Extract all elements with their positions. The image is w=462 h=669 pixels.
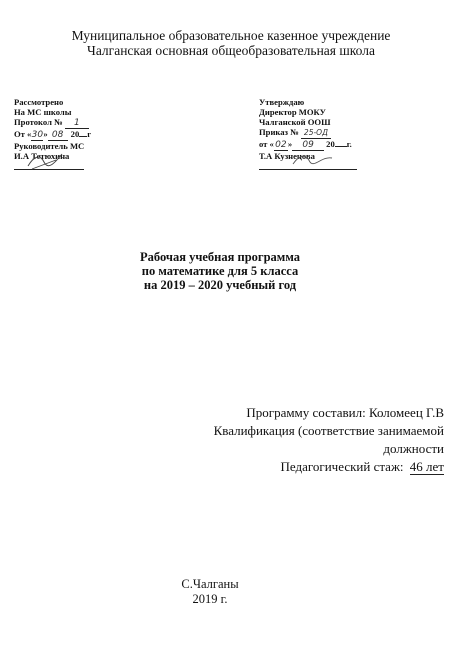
date-separator: » (43, 129, 48, 139)
head-name: И.А Тетюхина (14, 151, 70, 161)
date-year-blank (335, 146, 347, 147)
date-year-suffix: г. (346, 139, 352, 149)
date-day: 30 (31, 130, 44, 140)
director-name: Т.А Кузнецова (259, 151, 315, 161)
date-year-prefix: 20 (70, 129, 80, 139)
document-title (100, 250, 340, 292)
footer (150, 577, 270, 607)
experience-label: Педагогический стаж: (280, 459, 404, 474)
qualification-line: Квалификация (соответствие занимаемой (213, 423, 444, 438)
protocol-label: Протокол № (14, 117, 63, 127)
qualification-line-2: должности (383, 441, 444, 456)
order-label: Приказ № (259, 127, 299, 137)
date-separator: » (287, 139, 293, 149)
protocol-line (14, 117, 91, 129)
school-name-short: Чалганской ООШ (259, 117, 331, 127)
date-from-label: от « (259, 139, 274, 149)
reviewed-body: На МС школы (14, 107, 72, 117)
experience-line (214, 458, 444, 476)
date-day: 02 (275, 140, 287, 150)
director-position: Директор МОКУ (259, 107, 326, 117)
order-number: 25-ОД (301, 128, 331, 139)
title-line-1: Рабочая учебная программа (140, 250, 300, 264)
experience-value: 46 лет (409, 459, 444, 474)
right-signature-icon (290, 150, 336, 170)
document-year: 2019 г. (192, 592, 228, 606)
left-signature-icon (26, 150, 66, 172)
protocol-number: 1 (65, 118, 89, 129)
school-header-line-2: Чалганская основная общеобразовательная школа (87, 43, 375, 58)
reviewed-label: Рассмотрено (14, 97, 64, 107)
author-line: Программу составил: Коломеец Г.В (246, 405, 444, 420)
date-year-suffix: г (87, 129, 92, 139)
title-line-3: на 2019 – 2020 учебный год (143, 278, 297, 292)
date-month: 08 (48, 130, 68, 141)
school-header-line-1: Муниципальное образовательное казенное учреждение (71, 28, 391, 43)
order-line (259, 127, 357, 139)
place-name: С.Чалганы (181, 577, 239, 591)
date-month: 09 (292, 140, 324, 151)
title-line-2: по математике для 5 класса (141, 264, 299, 278)
date-from-label: От « (14, 129, 32, 139)
date-year-prefix: 20 (326, 139, 335, 149)
head-label: Руководитель МС (14, 141, 85, 151)
approved-label: Утверждаю (259, 97, 305, 107)
reviewed-date-line (14, 129, 91, 141)
author-block (214, 404, 444, 476)
